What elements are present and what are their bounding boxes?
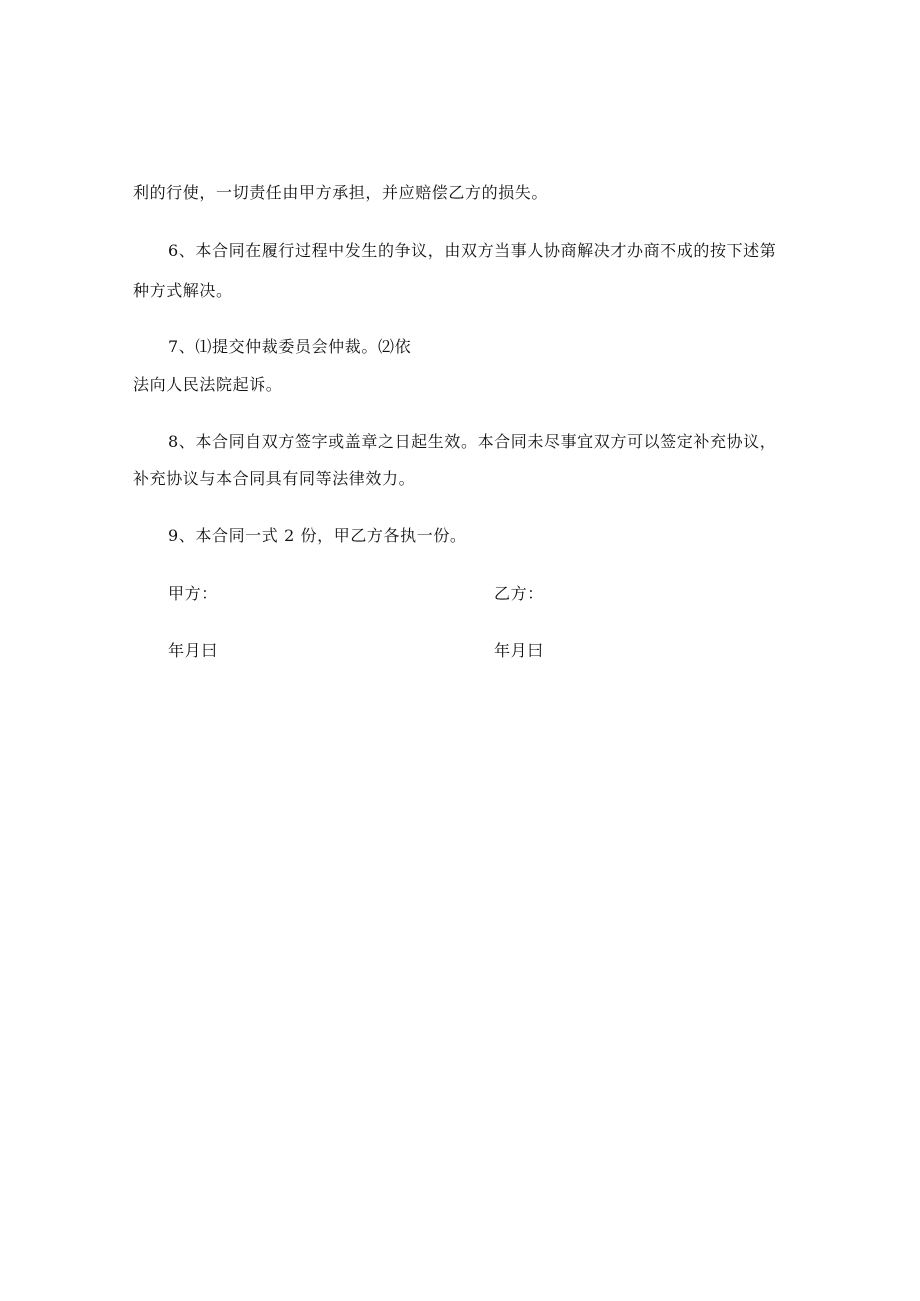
clause-6-line-1: 6、本合同在履行过程中发生的争议，由双方当事人协商解决才办商不成的按下述第 [168, 241, 777, 260]
clause-8-line-1: 8、本合同自双方签字或盖章之日起生效。本合同未尽事宜双方可以签定补充协议， [168, 432, 777, 451]
clause-7-line-1: 7、⑴提交仲裁委员会仲裁。⑵依 [168, 337, 412, 356]
party-b-date: 年月曰 [494, 641, 544, 660]
clause-9: 9、本合同一式 2 份，甲乙方各执一份。 [168, 526, 467, 545]
party-a-label: 甲方： [168, 584, 218, 603]
clause-7-line-2: 法向人民法院起诉。 [133, 375, 283, 394]
clause-8-line-2: 补充协议与本合同具有同等法律效力。 [133, 469, 416, 488]
clause-5-continuation: 利的行使，一切责任由甲方承担，并应赔偿乙方的损失。 [133, 183, 549, 202]
party-b-label: 乙方： [494, 584, 544, 603]
party-a-date: 年月曰 [168, 641, 218, 660]
clause-6-line-2: 种方式解决。 [133, 281, 233, 300]
